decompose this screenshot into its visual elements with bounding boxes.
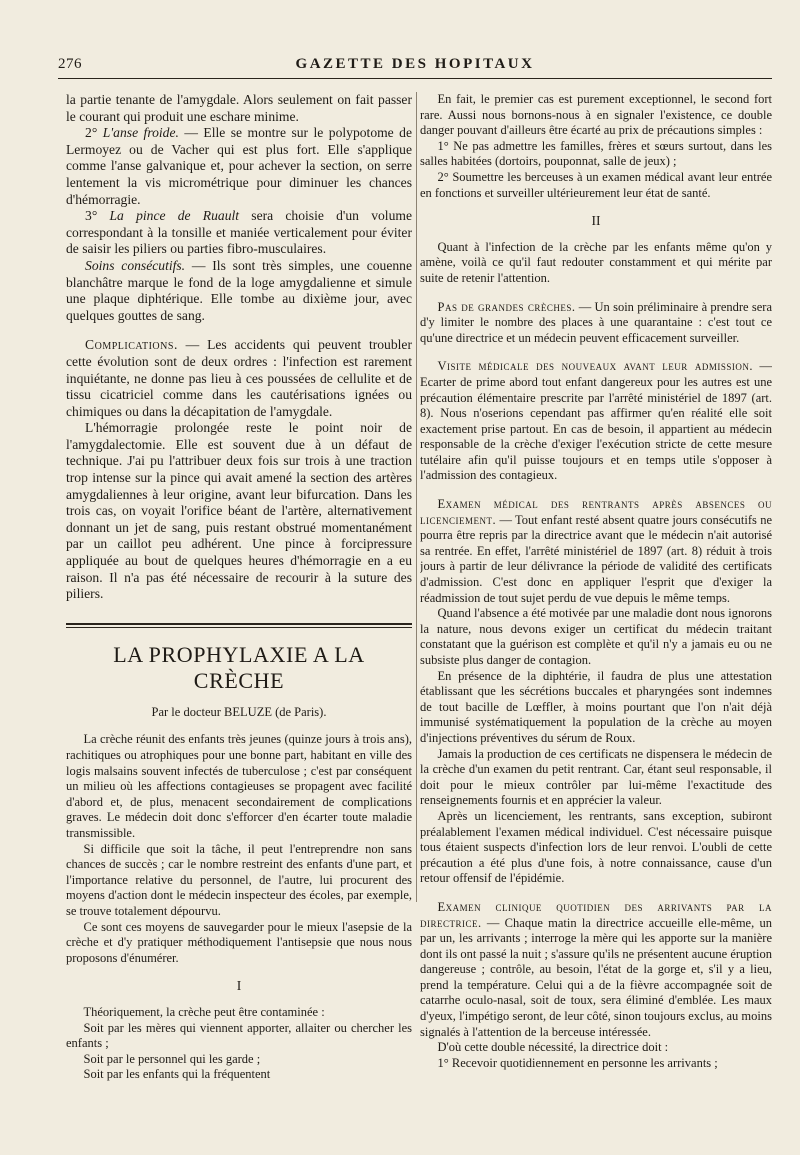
paragraph: Après un licenciement, les rentrants, sans exception, subiront préalablement l'examen médical individuel. C'est nécessaire puisque tous étaient suspects d'infection lors de leur renvoi. L'oubli de cette précaution a été plus d'une fois, à notre connaissance, cause d'un retour offensif de l'épidémie. (420, 808, 772, 886)
paragraph: Jamais la production de ces certificats ne dispensera le médecin de la crèche d'un examen du petit rentrant. Car, étant seul responsable, il doit pour le mieux contrôler par lui-même l'exactitude des renseignements fournis et en apprécier la valeur. (420, 746, 772, 808)
right-column (420, 92, 772, 1135)
paragraph: Complications. — Les accidents qui peuvent troubler cette évolution sont de deux ordres : l'infection est rarement inquiétante, ne donne pas lieu à ces poussées de cellulite et de tissu cicatriciel comme dans les cautérisations ignées ou chimiques ou dans la décapitation de l'amygdale. (66, 337, 412, 419)
paragraph: Examen médical des rentrants après absences ou licenciement. — Tout enfant resté absent quatre jours consécutifs ne pourra être repris par la directrice avant que le médecin n'ait autorisé sa rentrée. En effet, l'arrêté ministériel de 1897 (art. 8) réduit à trois jours à partir de leur délivrance la période de validité des certificats d'admission. C'est donc en appliquer l'esprit que d'exiger la réadmission de tout sujet perdu de vue depuis le même temps. (420, 497, 772, 605)
section-number: I (236, 978, 242, 994)
paragraph: Quant à l'infection de la crèche par les enfants même qu'on y amène, voilà ce qu'il faut redouter constamment et qui mérite par suite de retenir l'attention. (420, 239, 772, 285)
paragraph: Ce sont ces moyens de sauvegarder pour le mieux l'asepsie de la crèche et d'y pratiquer méthodiquement l'antisepsie que nous nous proposons d'énumérer. (66, 919, 412, 965)
paragraph: Visite médicale des nouveaux avant leur admission. — Ecarter de prime abord tout enfant dangereux pour les autres est une précaution élémentaire prescrite par l'arrêté ministériel de 1897 (art. 8). Nous n'oserions cependant pas affirmer qu'en réalité elle soit exactement prise partout. En cas de besoin, il appartient au médecin responsable de la crèche d'exiger l'exécution stricte de cette mesure tutélaire afin qu'il puisse toujours et en temps utile s'opposer à l'admission des contagieux. (420, 359, 772, 483)
paragraph: Pas de grandes crèches. — Un soin préliminaire à prendre sera d'y limiter le nombre des places à une quarantaine : c'est tout ce qu'une directrice et un médecin peuvent efficacement surveiller. (420, 299, 772, 345)
paragraph: 2° L'anse froide. — Elle se montre sur le polypotome de Lermoyez ou de Vacher qui est plus fort. Elle s'applique comme l'anse galvanique et, pour achever la section, on serre lentement la vis micrométrique pour diminuer les chances d'hémorragie. (66, 125, 412, 207)
paragraph: En présence de la diphtérie, il faudra de plus une attestation établissant que les sécrétions buccales et pharyngées sont indemnes de tout bacille de Lœffler, à moins pourtant que l'on n'ait déjà immunisé systématiquement la population de la crèche au moyen d'injections préventives du sérum de Roux. (420, 668, 772, 745)
paragraph: En fait, le premier cas est purement exceptionnel, le second fort rare. Aussi nous bornons-nous à en signaler l'existence, ce double danger pouvant d'ailleurs être écarté au prix de précautions simples : (420, 92, 772, 138)
paragraph: la partie tenante de l'amygdale. Alors seulement on fait passer le courant qui produit une eschare minime. (66, 92, 412, 124)
journal-title: GAZETTE DES HOPITAUX (295, 56, 535, 72)
page-number: 276 (58, 56, 82, 72)
paragraph: La crèche réunit des enfants très jeunes (quinze jours à trois ans), rachitiques ou atrophiques pour une bonne part, habitant en ville des logis malsains souvent infectés de tuberculose ; c'est par conséquent un milieu où les affections contagieuses se propagent avec facilité d'abord et, de plus, menacent secondairement de complications graves. Le médecin doit donc s'efforcer d'en écarter toute maladie transmissible. (66, 732, 412, 840)
section-separator (66, 623, 412, 628)
paragraph: 1° Ne pas admettre les familles, frères et sœurs surtout, dans les salles habitées (dortoirs, pouponnat, salle de jeux) ; (420, 138, 772, 169)
left-column (66, 92, 412, 1135)
paragraph: Soit par le personnel qui les garde ; (83, 1051, 261, 1066)
paragraph: Soins consécutifs. — Ils sont très simples, une couenne blanchâtre marque le fond de la loge amygdalienne et simule une plaque diphtérique. Elle tombe au dixième jour, avec quelques gouttes de sang. (66, 257, 412, 323)
paragraph: 2° Soumettre les berceuses à un examen médical avant leur entrée en fonctions et surveiller ultérieurement leur état de santé. (420, 169, 772, 200)
paragraph: Examen clinique quotidien des arrivants par la directrice. — Chaque matin la directrice accueille elle-même, un par un, les arrivants ; interroge la mère qui les apporte sur la manière dont ils ont passé la nuit ; s'assure qu'ils ne présentent aucune éruption dangereuse ; contrôle, au besoin, l'état de la gorge et, s'il y a lieu, prend la température. Celui qui a de la fièvre accompagnée soit de catarrhe oculo-nasal, soit de toux, sera éliminé d'emblée. Les maux d'yeux, l'impétigo seront, de leur côté, sinon toujours exclus, au moins signalés à l'attention de la berceuse intéressée. (420, 899, 772, 1039)
paragraph: D'où cette double nécessité, la directrice doit : (437, 1040, 669, 1055)
paragraph: Soit par les enfants qui la fréquentent (83, 1067, 271, 1082)
paragraph: Si difficile que soit la tâche, il peut l'entreprendre non sans chances de succès ; car le nombre restreint des enfants d'une part, et l'importance relative du personnel, de l'autre, lui procurent des moyens d'action dont le médecin inspecteur des écoles, par exemple, se trouve totalement dépourvu. (66, 841, 412, 918)
paragraph: Soit par les mères qui viennent apporter, allaiter ou chercher les enfants ; (66, 1020, 412, 1051)
section-number: II (591, 213, 601, 229)
paragraph: 1° Recevoir quotidiennement en personne les arrivants ; (437, 1055, 718, 1070)
page-header (58, 54, 772, 79)
paragraph: Quand l'absence a été motivée par une maladie dont nous ignorons la nature, nous devons exiger un certificat du médecin traitant constatant que la guérison est complète et qu'il n'y a jamais eu ou ne subsiste plus danger de contagion. (420, 606, 772, 667)
article-byline: Par le docteur BELUZE (de Paris). (151, 704, 327, 719)
paragraph: 3° La pince de Ruault sera choisie d'un volume correspondant à la tonsille et maniée verticalement pour éviter de saisir les piliers ou parties fibro-musculaires. (66, 208, 412, 257)
column-divider (416, 92, 417, 902)
article-title: LA PROPHYLAXIE A LA CRÈCHE (113, 641, 365, 693)
paragraph: Théoriquement, la crèche peut être contaminée : (83, 1004, 325, 1019)
paragraph: L'hémorragie prolongée reste le point noir de l'amygdalectomie. Elle est souvent due à un défaut de technique. J'ai pu l'attribuer deux fois sur trois à une traction trop intense sur la pince qui avait amené la section des artères amygdaliennes à leur origine, avant leur bifurcation. Dans les trois cas, on voyait l'orifice béant de l'artère, alternativement donnant un jet de sang, puis restant obstrué momentanément par un caillot peu adhérent. Une pince à forcipressure appliquée au bout de quelques heures d'hémorragie en a eu raison. Il n'a pas été nécessaire de recourir à la suture des piliers. (66, 420, 412, 602)
